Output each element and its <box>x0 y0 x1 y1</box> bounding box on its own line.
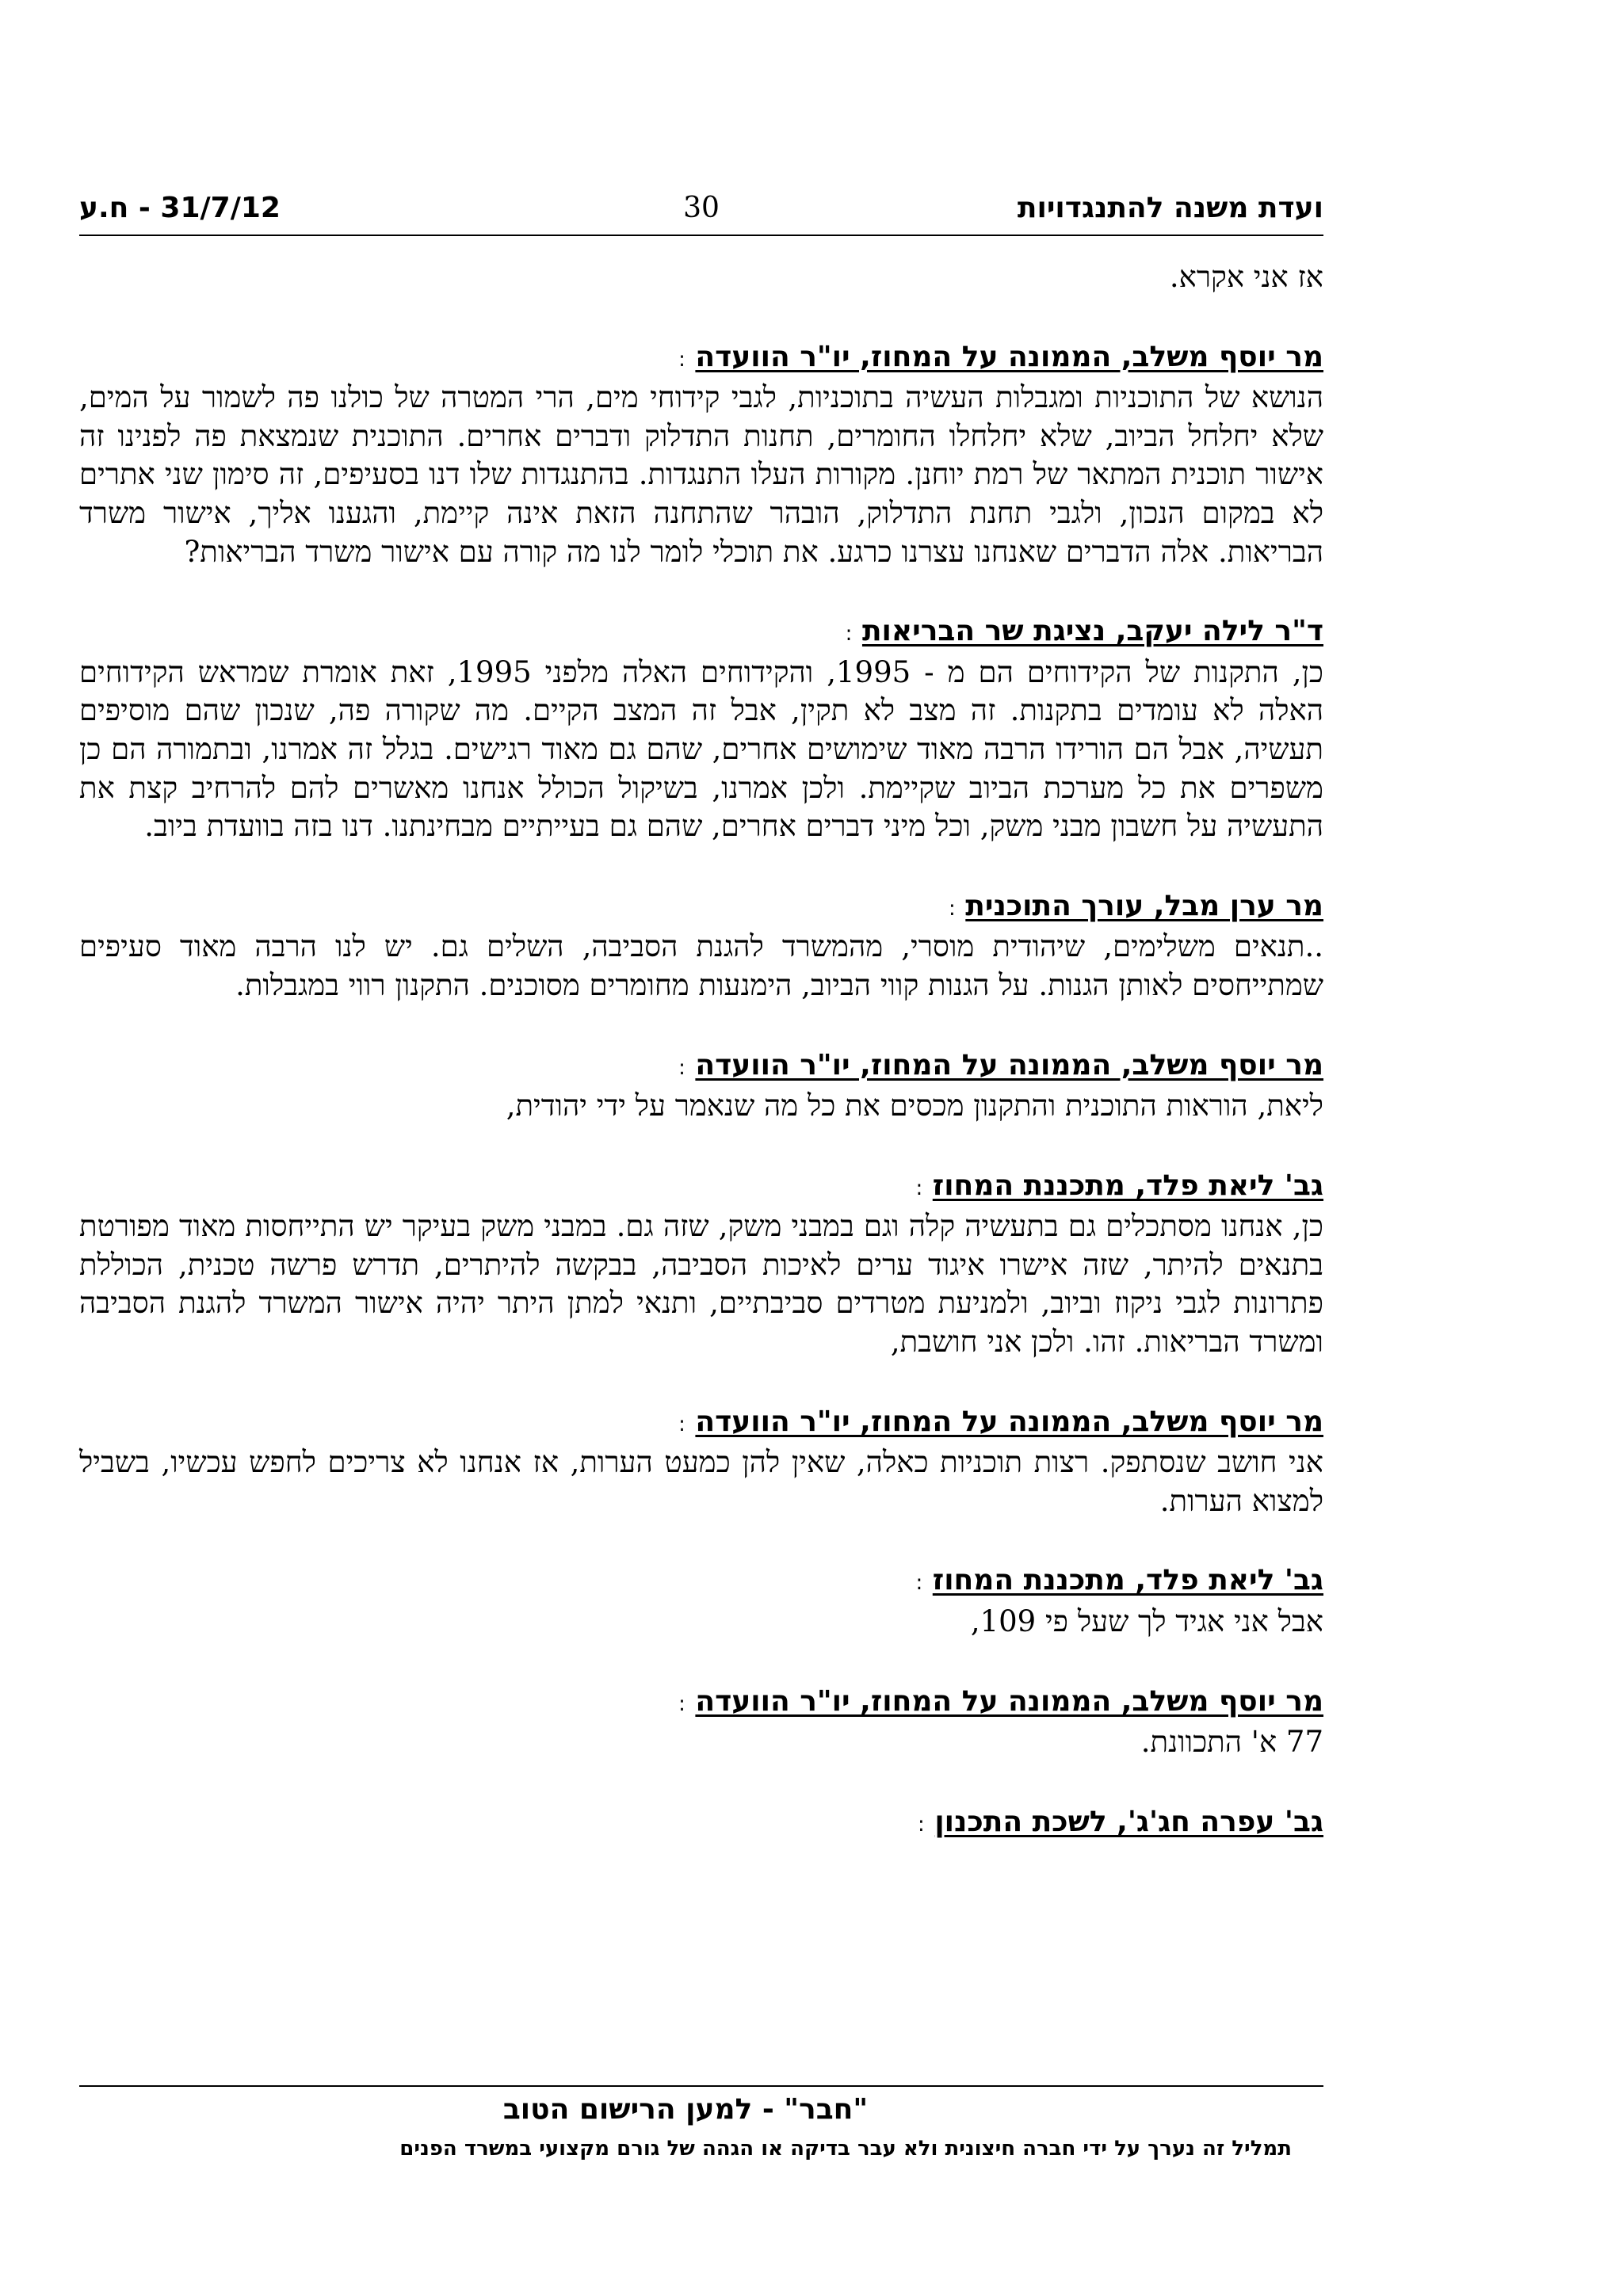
speaker-name: גב' עפרה חג'ג', לשכת התכנון <box>934 1805 1323 1838</box>
speaker-heading: גב' ליאת פלד, מתכננת המחוז : <box>915 1169 1323 1202</box>
speech-text: ..תנאים משלימים, שיהודית מוסרי, מהמשרד להגנת הסביבה, השלים גם. יש לנו הרבה מאוד סעיפים שמתייחסים לאותן הגנות. על הגנות קווי הביוב, הימנעות מחומרים מסוכנים. התקנון רווי במגבלות. <box>79 929 1323 1002</box>
page-footer <box>79 2085 1323 2161</box>
speaker-name: מר יוסף משלב, הממונה על המחוז, יו"ר הוועדה <box>695 1048 1323 1081</box>
speech-block <box>79 1562 1323 1641</box>
speech-text: כן, התקנות של הקידוחים הם מ - 1995, והקידוחים האלה מלפני 1995, זאת אומרת שמראש הקידוחים האלה לא עומדים בתקנות. זה מצב לא תקין, אבל זה המצב הקיים. מה שקורה פה, שנכון שהם מוסיפים תעשיה, אבל הם הורידו הרבה מאוד שימושים אחרים, שהם גם מאוד רגישים. בגלל זה אמרנו, ובתמורה הם כן משפרים את כל מערכת הביוב שקיימת. ולכן אמרנו, בשיקול הכולל אנחנו מאשרים להם להרחיב קצת את התעשיה על חשבון מבני משק, וכל מיני דברים אחרים, שהם גם בעייתיים מבחינתנו. דנו בזה בוועדת ביוב. <box>79 654 1323 844</box>
speech-block <box>79 1403 1323 1521</box>
speech-text: 77 א' התכוונת. <box>1140 1725 1323 1760</box>
speaker-heading: גב' עפרה חג'ג', לשכת התכנון : <box>918 1805 1323 1838</box>
footer-title: "חבר" - למען הרישום הטוב <box>502 2093 869 2126</box>
speaker-heading: מר ערן מבל, עורך התוכנית : <box>948 889 1323 922</box>
speaker-name: מר יוסף משלב, הממונה על המחוז, יו"ר הוועדה <box>695 1405 1323 1438</box>
speaker-name: מר יוסף משלב, הממונה על המחוז, יו"ר הוועדה <box>695 1684 1323 1718</box>
page-number: 30 <box>683 192 720 224</box>
speech-block <box>79 338 1323 572</box>
speaker-name: מר יוסף משלב, הממונה על המחוז, יו"ר הוועדה <box>695 340 1323 373</box>
speech-block <box>79 1047 1323 1126</box>
speaker-heading: מר יוסף משלב, הממונה על המחוז, יו"ר הוועדה : <box>678 1405 1323 1438</box>
speech-text: הנושא של התוכניות ומגבלות העשיה בתוכניות, לגבי קידוחי מים, הרי המטרה של כולנו פה לשמור על המים, שלא יחלחל הביוב, שלא יחלחלו החומרים, תחנות התדלוק ודברים אחרים. התוכנית שנמצאת פה לפנינו זה אישור תוכנית המתאר של רמת יוחנן. מקורות העלו התנגדות. בהתנגדות שלו דנו בסעיפים, זה סימון שני אתרים לא במקום הנכון, ולגבי תחנת התדלוק, הובהר שהתחנה הזאת אינה קיימת, והגענו אליך, אישור משרד הבריאות. אלה הדברים שאנחנו עצרנו כרגע. את תוכלי לומר לנו מה קורה עם אישור משרד הבריאות? <box>79 380 1323 569</box>
speech-block <box>79 1683 1323 1762</box>
speech-block <box>79 1167 1323 1362</box>
transcript-body <box>79 258 1323 1844</box>
footer-disclaimer: תמליל זה נערך על ידי חברה חיצונית ולא עבר בדיקה או הגהה של גורם מקצועי במשרד הפנים <box>399 2137 1292 2161</box>
speech-text: אבל אני אגיד לך שעל פי 109, <box>970 1604 1323 1639</box>
committee-title: ועדת משנה להתנגדויות <box>1017 192 1323 224</box>
speaker-heading: מר יוסף משלב, הממונה על המחוז, יו"ר הוועדה : <box>678 340 1323 373</box>
speaker-name: גב' ליאת פלד, מתכננת המחוז <box>932 1564 1323 1597</box>
speech-text: כן, אנחנו מסתכלים גם בתעשיה קלה וגם במבני משק, שזה גם. במבני משק בעיקר יש התייחסות מאוד מפורטת בתנאים להיתר, שזה אישרו איגוד ערים לאיכות הסביבה, בבקשה להיתרים, תדרש פרשה טכנית, הכוללת פתרונות לגבי ניקוז וביוב, ולמניעת מטרדים סביבתיים, ותנאי למתן היתר יהיה אישור המשרד להגנת הסביבה ומשרד הבריאות. זהו. ולכן אני חושבת, <box>79 1209 1323 1360</box>
speech-text: אני חושב שנסתפק. רצות תוכניות כאלה, שאין להן כמעט הערות, אז אנחנו לא צריכים לחפש עכשיו, בשביל למצוא הערות. <box>79 1445 1323 1518</box>
speech-block <box>79 887 1323 1005</box>
speech-block <box>79 612 1323 846</box>
speaker-name: ד"ר לילה יעקב, נציגת שר הבריאות <box>861 615 1323 648</box>
page-header <box>79 190 1323 236</box>
speech-block <box>79 1803 1323 1844</box>
speaker-name: גב' ליאת פלד, מתכננת המחוז <box>932 1169 1323 1202</box>
speaker-heading: ד"ר לילה יעקב, נציגת שר הבריאות : <box>845 615 1323 648</box>
opening-line: אז אני אקרא. <box>1169 260 1323 294</box>
speaker-heading: מר יוסף משלב, הממונה על המחוז, יו"ר הוועדה : <box>678 1048 1323 1081</box>
speech-text: ליאת, הוראות התוכנית והתקנון מכסים את כל מה שנאמר על ידי יהודית, <box>506 1089 1323 1123</box>
transcript-page <box>79 190 1323 1885</box>
date-reference: 31/7/12 - ח.ע <box>79 192 281 224</box>
speaker-heading: גב' ליאת פלד, מתכננת המחוז : <box>915 1564 1323 1597</box>
speaker-name: מר ערן מבל, עורך התוכנית <box>965 889 1323 922</box>
speaker-heading: מר יוסף משלב, הממונה על המחוז, יו"ר הוועדה : <box>678 1684 1323 1718</box>
